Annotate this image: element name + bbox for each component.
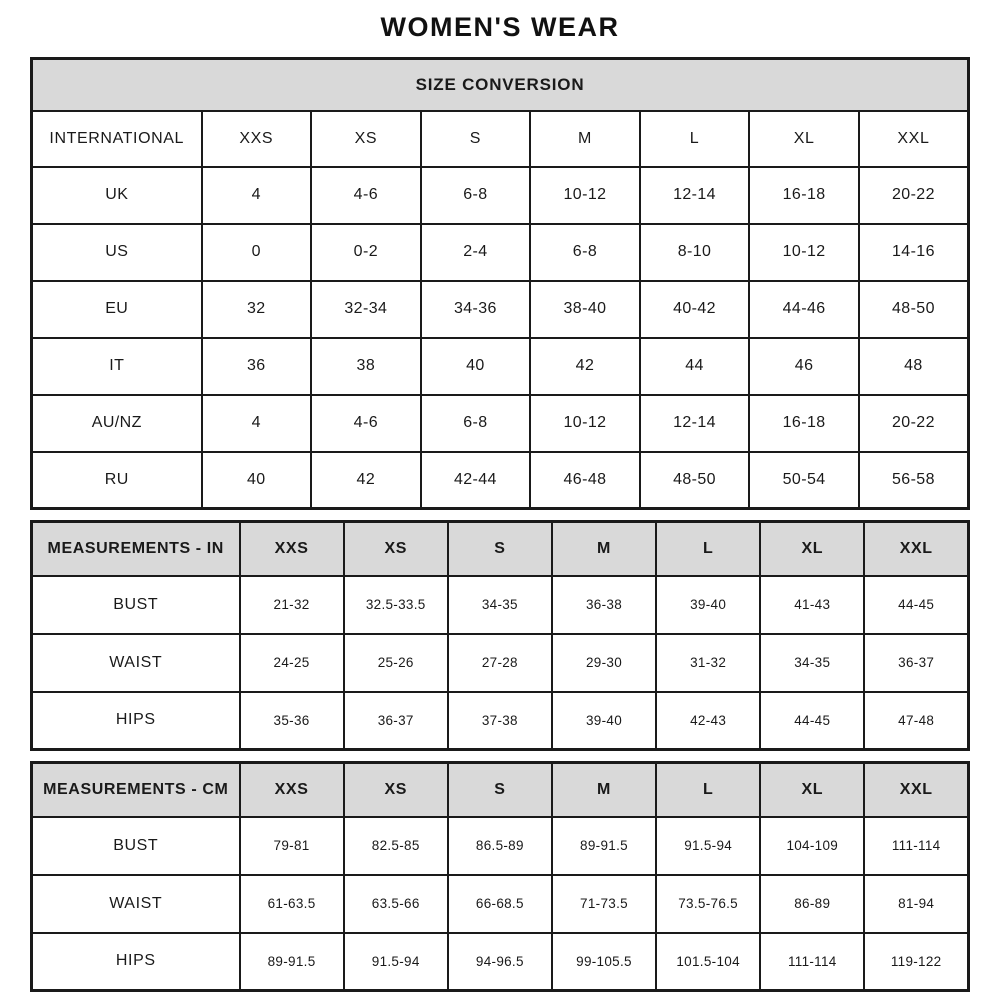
column-header-xl: XL: [749, 111, 859, 167]
column-header-xxs: XXS: [240, 522, 344, 576]
value-cell: 2-4: [421, 224, 531, 281]
value-cell: 40: [202, 452, 312, 509]
column-header-l: L: [656, 522, 760, 576]
value-cell: 44-45: [760, 692, 864, 750]
table-row: [32, 933, 969, 991]
value-cell: 36: [202, 338, 312, 395]
value-cell: 91.5-94: [656, 817, 760, 875]
value-cell: 42: [530, 338, 640, 395]
value-cell: 91.5-94: [344, 933, 448, 991]
value-cell: 94-96.5: [448, 933, 552, 991]
measurements-in-header-label: MEASUREMENTS - IN: [32, 522, 240, 576]
value-cell: 27-28: [448, 634, 552, 692]
value-cell: 82.5-85: [344, 817, 448, 875]
value-cell: 40-42: [640, 281, 750, 338]
column-header-m: M: [530, 111, 640, 167]
value-cell: 0-2: [311, 224, 421, 281]
value-cell: 32: [202, 281, 312, 338]
value-cell: 42: [311, 452, 421, 509]
row-label-hips: HIPS: [32, 933, 240, 991]
row-label-waist: WAIST: [32, 634, 240, 692]
value-cell: 48-50: [640, 452, 750, 509]
column-header-s: S: [448, 763, 552, 817]
value-cell: 38: [311, 338, 421, 395]
column-header-xs: XS: [344, 522, 448, 576]
row-label-waist: WAIST: [32, 875, 240, 933]
row-label-au-nz: AU/NZ: [32, 395, 202, 452]
column-header-xl: XL: [760, 522, 864, 576]
value-cell: 36-37: [344, 692, 448, 750]
value-cell: 89-91.5: [552, 817, 656, 875]
tables-container: [0, 57, 1000, 992]
table-row: [32, 224, 969, 281]
column-header-xxs: XXS: [240, 763, 344, 817]
column-header-xxl: XXL: [859, 111, 969, 167]
value-cell: 89-91.5: [240, 933, 344, 991]
value-cell: 4-6: [311, 395, 421, 452]
value-cell: 73.5-76.5: [656, 875, 760, 933]
value-cell: 32.5-33.5: [344, 576, 448, 634]
row-label-ru: RU: [32, 452, 202, 509]
value-cell: 86-89: [760, 875, 864, 933]
value-cell: 39-40: [656, 576, 760, 634]
value-cell: 36-37: [864, 634, 968, 692]
table-row: [32, 395, 969, 452]
row-label-bust: BUST: [32, 576, 240, 634]
value-cell: 16-18: [749, 395, 859, 452]
value-cell: 111-114: [864, 817, 968, 875]
value-cell: 41-43: [760, 576, 864, 634]
table-row: [32, 167, 969, 224]
value-cell: 38-40: [530, 281, 640, 338]
value-cell: 4-6: [311, 167, 421, 224]
value-cell: 34-36: [421, 281, 531, 338]
value-cell: 8-10: [640, 224, 750, 281]
size-conversion-header-label: INTERNATIONAL: [32, 111, 202, 167]
value-cell: 48: [859, 338, 969, 395]
value-cell: 44: [640, 338, 750, 395]
row-label-bust: BUST: [32, 817, 240, 875]
value-cell: 56-58: [859, 452, 969, 509]
value-cell: 40: [421, 338, 531, 395]
column-header-l: L: [640, 111, 750, 167]
value-cell: 10-12: [530, 395, 640, 452]
value-cell: 104-109: [760, 817, 864, 875]
table-row: [32, 576, 969, 634]
column-header-s: S: [421, 111, 531, 167]
value-cell: 47-48: [864, 692, 968, 750]
value-cell: 34-35: [760, 634, 864, 692]
table-row: [32, 817, 969, 875]
value-cell: 63.5-66: [344, 875, 448, 933]
value-cell: 61-63.5: [240, 875, 344, 933]
table-row: [32, 692, 969, 750]
value-cell: 66-68.5: [448, 875, 552, 933]
value-cell: 24-25: [240, 634, 344, 692]
value-cell: 34-35: [448, 576, 552, 634]
value-cell: 31-32: [656, 634, 760, 692]
value-cell: 81-94: [864, 875, 968, 933]
value-cell: 44-45: [864, 576, 968, 634]
measurements-cm-table: [30, 761, 970, 992]
value-cell: 46-48: [530, 452, 640, 509]
value-cell: 101.5-104: [656, 933, 760, 991]
value-cell: 71-73.5: [552, 875, 656, 933]
value-cell: 99-105.5: [552, 933, 656, 991]
measurements-in-table: [30, 520, 970, 751]
value-cell: 37-38: [448, 692, 552, 750]
value-cell: 6-8: [530, 224, 640, 281]
value-cell: 29-30: [552, 634, 656, 692]
value-cell: 4: [202, 395, 312, 452]
value-cell: 21-32: [240, 576, 344, 634]
value-cell: 44-46: [749, 281, 859, 338]
column-header-xxl: XXL: [864, 522, 968, 576]
value-cell: 12-14: [640, 167, 750, 224]
value-cell: 35-36: [240, 692, 344, 750]
value-cell: 10-12: [749, 224, 859, 281]
row-label-hips: HIPS: [32, 692, 240, 750]
page-title: WOMEN'S WEAR: [380, 12, 620, 42]
value-cell: 50-54: [749, 452, 859, 509]
column-header-xxs: XXS: [202, 111, 312, 167]
value-cell: 32-34: [311, 281, 421, 338]
value-cell: 48-50: [859, 281, 969, 338]
column-header-m: M: [552, 522, 656, 576]
value-cell: 42-44: [421, 452, 531, 509]
column-header-xs: XS: [344, 763, 448, 817]
value-cell: 79-81: [240, 817, 344, 875]
size-conversion-section-title: SIZE CONVERSION: [32, 59, 969, 111]
value-cell: 20-22: [859, 395, 969, 452]
measurements-cm-header-label: MEASUREMENTS - CM: [32, 763, 240, 817]
table-row: [32, 338, 969, 395]
row-label-us: US: [32, 224, 202, 281]
value-cell: 6-8: [421, 395, 531, 452]
value-cell: 10-12: [530, 167, 640, 224]
column-header-xl: XL: [760, 763, 864, 817]
value-cell: 42-43: [656, 692, 760, 750]
value-cell: 46: [749, 338, 859, 395]
value-cell: 20-22: [859, 167, 969, 224]
value-cell: 36-38: [552, 576, 656, 634]
column-header-xxl: XXL: [864, 763, 968, 817]
row-label-it: IT: [32, 338, 202, 395]
value-cell: 4: [202, 167, 312, 224]
row-label-eu: EU: [32, 281, 202, 338]
column-header-l: L: [656, 763, 760, 817]
column-header-m: M: [552, 763, 656, 817]
table-row: [32, 452, 969, 509]
row-label-uk: UK: [32, 167, 202, 224]
value-cell: 25-26: [344, 634, 448, 692]
value-cell: 111-114: [760, 933, 864, 991]
size-conversion-table: [30, 57, 970, 510]
value-cell: 86.5-89: [448, 817, 552, 875]
table-row: [32, 875, 969, 933]
column-header-xs: XS: [311, 111, 421, 167]
value-cell: 39-40: [552, 692, 656, 750]
value-cell: 16-18: [749, 167, 859, 224]
value-cell: 119-122: [864, 933, 968, 991]
column-header-s: S: [448, 522, 552, 576]
value-cell: 6-8: [421, 167, 531, 224]
value-cell: 14-16: [859, 224, 969, 281]
table-row: [32, 634, 969, 692]
table-row: [32, 281, 969, 338]
value-cell: 0: [202, 224, 312, 281]
value-cell: 12-14: [640, 395, 750, 452]
